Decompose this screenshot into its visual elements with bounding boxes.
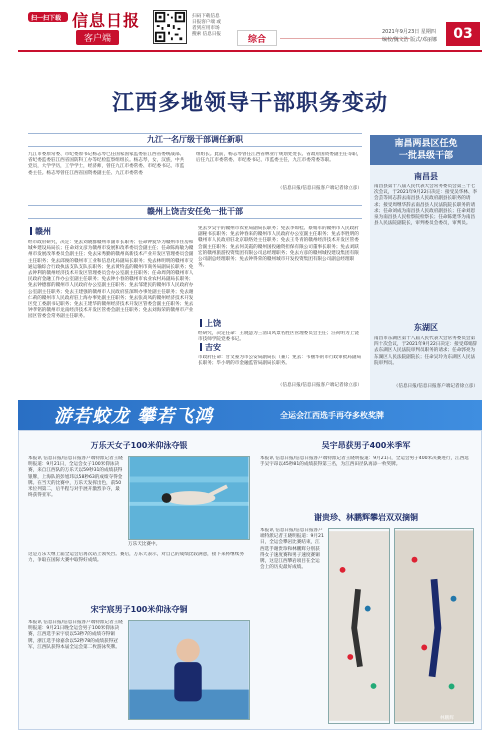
article2-title: 宋宇宸男子100米仰泳夺铜 <box>90 605 188 614</box>
donghu-body: 南昌市东湖区第十八届人民代表大会常务委员会第四十次会议，于2021年9月22日决定：接受郑娟辞去东湖区人民法院审判员职务的请求；任命郭亮为东湖区人民法院副院长；任命吴玲为东湖区人民法院审判员。 <box>374 336 478 366</box>
client-label: 客户端 <box>76 30 119 45</box>
ganzhou-body-right: 免去罗昊宇的赣州市农业局副局长职务；免去李如桂、蔡娟军的赣州市人民政府副秘书长职务；免去钟春来的赣州市人民政府办公室副主任职务；免去李胜明的赣州市人民政府驻北京联络处主任职务；免去王冬青的赣州经济技术开发区管委会副主任职务；免去何美霞的赣州国投融资担保有限公司董事长职务；免去刘跃宏的赣州旅游投资集团有限公司总经理职务；免去方彦的赣州城投建设集团有限公司副总经理职务；免去钟得荣的赣州城市开发投资集团有限公司副总经理职务。 <box>198 226 359 269</box>
scan-download-label: 扫一扫下载 <box>31 15 62 22</box>
article1-title: 万乐天女子100米仰泳夺银 <box>90 441 188 450</box>
qr-caption: 扫码下载信息日报客户端 或者到应用市场搜索 信息日报 <box>192 14 222 37</box>
sports-banner-title: 游若蛟龙 攀若飞鸿 <box>54 406 214 427</box>
nanchang-county-body: 南昌县第十八届人民代表大会常务委员会第三十七次会议，于2021年9月22日决定：接受吴华林、李会芸等同志辞去南昌县人民政府副县长职务的请求；接受周继华辞去南昌县人民法院院长职务的请求；任命刘成为南昌县人民政府副县长；任命刘恩泉为南昌县人民检察院检察长；任命陈建华为南昌县人民法院副院长，审判委员会委员，审判员。 <box>374 184 478 227</box>
donghu-tag: 东湖区 <box>414 323 438 332</box>
article2-body: 本报讯 信息日报/信息日报客户端特派记者王晓明报道：9月21日晚全运会男子100米仰泳决赛，江西选手宋宇宸以53秒7的成绩夺得铜牌，浙江选手徐嘉余以52秒78的成绩获得冠军，江西队获得本届全运会第二枚游泳奖牌。 <box>28 620 123 650</box>
article1-caption: 万乐天比赛中。 <box>128 542 161 547</box>
issue-date: 2021年9月23日 星期四 <box>382 29 436 35</box>
section-label: 综合 <box>237 30 277 46</box>
climber-photo-left <box>328 528 390 724</box>
editor-credits: 编校/魏文浩 版式/邓丽娜 <box>382 37 437 43</box>
ganzhou-body: 经市政府研究，决定：免去刘晓群赣州市副市长职务；任命钟爱华为赣州市住房和城乡建设局局长；任命刘文彦为赣州市发展和改革委员会副主任；任命陈海敏为赣州市发展改革委员会副主任；免去宋秀勤的赣州高新技术产业开发区管理委员会副主任职务；免去邱俊的赣州市工业和信息化局副局长职务；免去林明明的赣州市交通运输综合行政执法支队支队长职务；免去黄特盖的赣州市商务局副局长职务；免去钟利的赣州经济技术开发区管理委员会办公室副主任职务；任命周剑的赣州市人民政府金融工作办公室副主任职务；免去钟小春的赣州市农业农村局副局长职务；免去钟德群的赣州市人民政府办公室副主任职务；免去邹建民的赣州市人民政府办公室副主任职务；免去王建强的赣州市人民政府驻深圳办事处副主任职务；免去谢仁莉的赣州市人民政府驻上海办事处副主任职务；免去张高凤的赣州经济技术开发区党工委副书记职务；免去王建华的赣州经济技术开发区管委会副主任职务；免去钟孝铭的赣州市龙南经济技术开发区管委会副主任职务；免去刘海荣的赣州市产业园区管委会常务副主任职务。 <box>28 240 194 320</box>
article3-body: 本报讯 信息日报/信息日报客户端特派记者王晓明报道：9月21日，全运会男子400米决赛进行，江西选手吴宇昂以45秒81的成绩获得第三名，为江西田径队再添一枚奖牌。 <box>260 456 469 468</box>
nanchang-head-line1: 南昌两县区任免 <box>394 139 458 149</box>
jian-tag: 吉安 <box>200 342 221 353</box>
jiujiang-body-left: 九江市委原常委、市纪委原书记杨志琴已任国家国家监委驻江西省委统战部、省纪委监委驻江西省国防科工办等纪检监察组组长。杨志琴，女，汉族，中共党员，大学学历，工学学士，经济师，曾任九江市委常委、市纪委书记、市监委主任。杨志琴曾任江西省国资委副主任、九江市委常委 <box>28 152 185 176</box>
article3-title: 吴宇昂获男子400米季军 <box>321 441 411 450</box>
qr-code-icon[interactable] <box>153 10 187 44</box>
sports-banner-subtitle: 全运会江西选手再夺多枚奖牌 <box>280 411 384 420</box>
header-rule <box>18 50 482 52</box>
ganzhou-source: （信息日报/信息日报客户端记者徐立彦） <box>277 383 362 388</box>
article4-title: 谢贵珍、林鹏辉攀岩双双摘铜 <box>314 513 418 522</box>
nanchang-head <box>370 135 482 165</box>
climber-photo-right <box>394 528 474 724</box>
ganzhou-subhead: 赣州上饶吉安任免一批干部 <box>28 205 362 219</box>
jiujiang-source: （信息日报/信息日报客户端记者徐立彦） <box>277 186 362 191</box>
nanchang-county-tag: 南昌县 <box>414 172 438 181</box>
page-headline: 江西多地领导干部职务变动 <box>111 90 388 116</box>
article1-body: 本报讯 信息日报/信息日报客户端特派记者王晓明报道：9月21日，全运会女子100米仰泳决赛，来自江西队的万乐天以59秒31的成绩获得银牌，上海队的彭旭玮以58秒63的成绩夺得金牌。在当天的比赛中，万乐天发挥出色，前50米位列第二，后半程与对手展开激烈争夺，最终获得亚军。 <box>28 456 123 499</box>
climber-photo-caption: 林鹏辉 <box>440 716 454 721</box>
jiujiang-body-right: 组组长。此前，杨志琴曾任江西省林业厅规划处处长、省政府国资委副主任等职，后任九江市委常委、市纪委书记、市监委主任，九江市委常委等职。 <box>196 152 362 164</box>
page-number: 03 <box>446 22 480 46</box>
article4-body: 本报讯 信息日报/信息日报客户端特派记者王晓明报道：9月21日，全运会攀岩比赛结束，江西选手谢贵珍和林鹏辉分别获得女子速度赛和男子速度赛铜牌，这是江西攀岩项目在全运会上的历史最好成绩。 <box>260 528 324 571</box>
ganzhou-tag: 赣州 <box>30 226 51 237</box>
swimmer-photo <box>128 456 250 540</box>
nanchang-source: （信息日报/信息日报客户端记者徐立彦） <box>393 384 478 389</box>
newspaper-logo: 信息日报 <box>72 11 141 30</box>
shangrao-body: 经研究，决定任命：王晓慧为三清山风景名胜区管理委员会主任；汪荷明为上饶市技师学院党委书记。 <box>198 331 359 343</box>
shangrao-tag: 上饶 <box>200 318 221 329</box>
jian-body: 市政府任命：甘文豪为市公安局副局长（兼）；免去：韦丽华的市行政审批局副局长职务；毕小明的市金融监管局副局长职务。 <box>198 355 362 367</box>
jiujiang-subhead: 九江一名厅级干部调任新职 <box>28 133 362 147</box>
article1-body2: 这是万乐天继上届全运会后再次站上领奖台。赛后，万乐天表示，对自己的成绩比较满意，接下来将继续努力，争取在国际大赛中取得好成绩。 <box>28 552 244 564</box>
swimmer-medal-photo <box>128 620 250 720</box>
nanchang-head-line2: 一批县级干部 <box>398 151 453 161</box>
